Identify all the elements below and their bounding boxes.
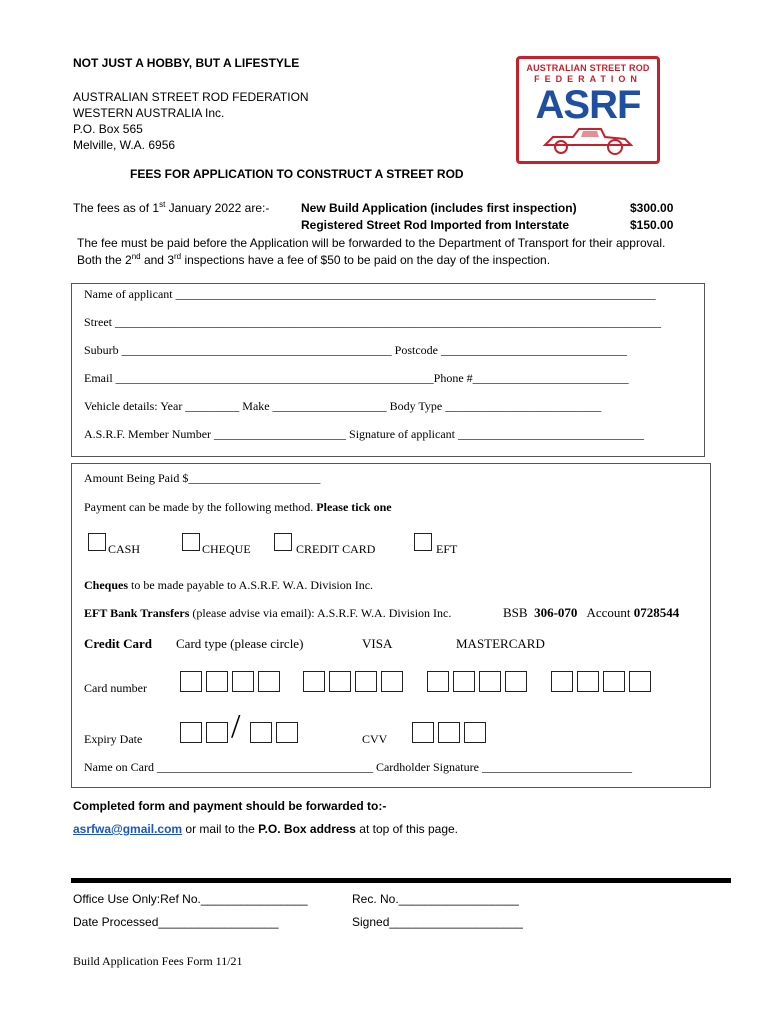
card-number-digit[interactable] — [505, 671, 527, 692]
card-number-digit[interactable] — [303, 671, 325, 692]
fees-intro: The fees as of 1st January 2022 are:- — [73, 200, 270, 215]
payment-method-intro: Payment can be made by the following method. Please tick one — [84, 500, 392, 514]
cheque-checkbox[interactable] — [182, 533, 200, 551]
cvv-digit[interactable] — [464, 722, 486, 743]
name-on-card-field[interactable]: Name on Card ____________________________________ Cardholder Signature _________________________ — [84, 760, 632, 774]
logo-line1: AUSTRALIAN STREET ROD — [526, 63, 650, 73]
form-identifier: Build Application Fees Form 11/21 — [73, 954, 243, 968]
cvv-digit[interactable] — [412, 722, 434, 743]
card-number-digit[interactable] — [180, 671, 202, 692]
visa-option[interactable]: VISA — [362, 636, 393, 651]
contact-line: asrfwa@gmail.com or mail to the P.O. Box address at top of this page. — [73, 822, 459, 836]
fee-price-interstate: $150.00 — [630, 218, 674, 232]
card-number-digit[interactable] — [258, 671, 280, 692]
cash-label: CASH — [108, 542, 141, 556]
credit-card-checkbox[interactable] — [274, 533, 292, 551]
expiry-month-digit[interactable] — [206, 722, 228, 743]
suburb-postcode-field[interactable]: Suburb _____________________________________________ Postcode _______________________________ — [84, 343, 627, 357]
card-number-digit[interactable] — [603, 671, 625, 692]
email-link[interactable]: asrfwa@gmail.com — [73, 822, 183, 836]
logo-acronym: ASRF — [535, 83, 641, 127]
expiry-month-digit[interactable] — [180, 722, 202, 743]
card-number-digit[interactable] — [355, 671, 377, 692]
fee-note-inspections: Both the 2nd and 3rd inspections have a fee of $50 to be paid on the day of the inspection. — [77, 252, 551, 267]
street-field[interactable]: Street ___________________________________________________________________________________________ — [84, 315, 661, 329]
org-division: WESTERN AUSTRALIA Inc. — [73, 106, 225, 120]
card-number-digit[interactable] — [453, 671, 475, 692]
rec-no-field[interactable]: Rec. No.__________________ — [352, 892, 519, 906]
credit-card-heading: Credit Card — [84, 636, 153, 651]
credit-card-label: CREDIT CARD — [296, 542, 376, 556]
eft-note: EFT Bank Transfers (please advise via email): A.S.R.F. W.A. Division Inc. — [84, 606, 452, 620]
vehicle-details-field[interactable]: Vehicle details: Year _________ Make ___________________ Body Type __________________________ — [84, 399, 602, 413]
signed-field[interactable]: Signed____________________ — [352, 915, 523, 929]
card-number-digit[interactable] — [381, 671, 403, 692]
fee-price-new-build: $300.00 — [630, 201, 674, 215]
cheques-note: Cheques to be made payable to A.S.R.F. W.A. Division Inc. — [84, 578, 374, 592]
card-number-digit[interactable] — [206, 671, 228, 692]
card-number-digit[interactable] — [427, 671, 449, 692]
expiry-year-digit[interactable] — [276, 722, 298, 743]
fee-item-interstate: Registered Street Rod Imported from Interstate — [301, 218, 570, 232]
hot-rod-car-icon — [539, 125, 637, 155]
amount-paid-field[interactable]: Amount Being Paid $______________________ — [84, 471, 321, 485]
logo-line2: FEDERATION — [534, 74, 642, 84]
office-ref-field[interactable]: Office Use Only:Ref No.________________ — [73, 892, 308, 906]
bank-details: BSB 306-070 Account 0728544 — [503, 605, 680, 620]
member-signature-field[interactable]: A.S.R.F. Member Number ______________________ Signature of applicant _______________________________ — [84, 427, 644, 441]
forward-instructions: Completed form and payment should be forwarded to:- — [73, 799, 387, 813]
expiry-year-digit[interactable] — [250, 722, 272, 743]
eft-checkbox[interactable] — [414, 533, 432, 551]
org-name: AUSTRALIAN STREET ROD FEDERATION — [73, 90, 309, 104]
date-processed-field[interactable]: Date Processed__________________ — [73, 915, 279, 929]
card-number-digit[interactable] — [232, 671, 254, 692]
card-number-digit[interactable] — [551, 671, 573, 692]
cash-checkbox[interactable] — [88, 533, 106, 551]
org-po-box: P.O. Box 565 — [73, 122, 143, 136]
asrf-logo — [516, 56, 660, 164]
fee-item-new-build: New Build Application (includes first inspection) — [301, 201, 577, 215]
fee-note-payment: The fee must be paid before the Application will be forwarded to the Department of Transport for their approval. — [77, 236, 666, 250]
mastercard-option[interactable]: MASTERCARD — [456, 636, 545, 651]
applicant-name-field[interactable]: Name of applicant ________________________________________________________________________________ — [84, 287, 656, 301]
tagline: NOT JUST A HOBBY, BUT A LIFESTYLE — [73, 56, 300, 70]
page-title: FEES FOR APPLICATION TO CONSTRUCT A STREET ROD — [130, 167, 464, 181]
card-type-label: Card type (please circle) — [176, 636, 304, 651]
card-number-digit[interactable] — [629, 671, 651, 692]
cvv-label: CVV — [362, 732, 388, 746]
card-number-digit[interactable] — [577, 671, 599, 692]
cvv-digit[interactable] — [438, 722, 460, 743]
card-number-digit[interactable] — [479, 671, 501, 692]
expiry-date-label: Expiry Date — [84, 732, 143, 746]
card-number-label: Card number — [84, 681, 147, 695]
org-city: Melville, W.A. 6956 — [73, 138, 176, 152]
eft-label: EFT — [436, 542, 458, 556]
office-use-divider — [71, 878, 731, 883]
expiry-separator: / — [231, 708, 241, 745]
card-number-digit[interactable] — [329, 671, 351, 692]
cheque-label: CHEQUE — [202, 542, 251, 556]
email-phone-field[interactable]: Email _____________________________________________________Phone #__________________________ — [84, 371, 629, 385]
